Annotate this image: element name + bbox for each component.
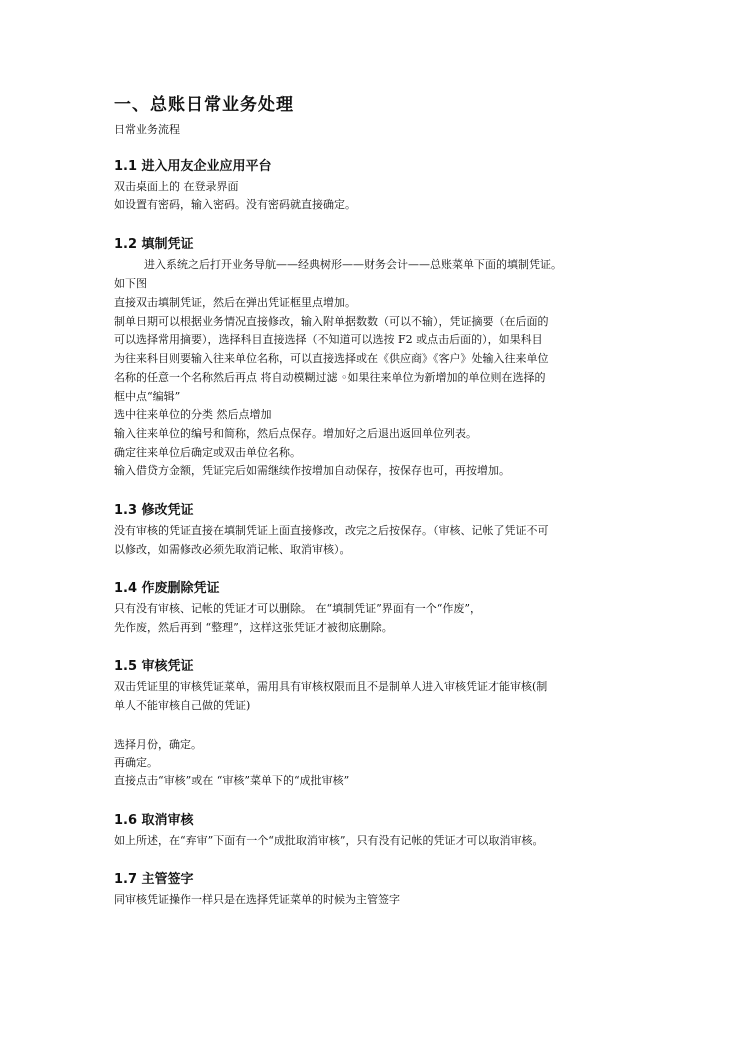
paragraph-line: 同审核凭证操作一样只是在选择凭证菜单的时候为主管签字 [114,893,400,906]
paragraph-line: 双击桌面上的 在登录界面 [114,180,239,193]
paragraph-line: 如上所述，在“弃审”下面有一个“成批取消审核”，只有没有记帐的凭证才可以取消审核。 [114,834,544,847]
paragraph-line: 进入系统之后打开业务导航——经典树形——财务会计——总账菜单下面的填制凭证。 [144,258,562,271]
paragraph-line: 为往来科目则要输入往来单位名称，可以直接选择或在《供应商》《客户》处输入往来单位 [114,352,549,365]
paragraph-line: 名称的任意一个名称然后再点 将自动模糊过滤 ◦如果往来单位为新增加的单位则在选择的 [114,371,546,384]
paragraph-line: 框中点“编辑” [114,390,181,403]
paragraph-line: 如设置有密码，输入密码。没有密码就直接确定。 [114,198,356,211]
paragraph-line: 输入借贷方金额，凭证完后如需继续作按增加自动保存，按保存也可，再按增加。 [114,464,510,477]
paragraph-line: 再确定。 [114,756,158,769]
section-heading-1-5: 1.5 审核凭证 [114,659,194,674]
section-heading-1-7: 1.7 主管签字 [114,872,194,887]
section-heading-1-6: 1.6 取消审核 [114,813,194,828]
paragraph-line: 只有没有审核、记帐的凭证才可以删除。 在“填制凭证”界面有一个“作废”， [114,602,481,615]
paragraph-line: 单人不能审核自己做的凭证) [114,699,251,712]
section-heading-1-2: 1.2 填制凭证 [114,237,194,252]
paragraph-line: 输入往来单位的编号和简称，然后点保存。增加好之后退出返回单位列表。 [114,427,477,440]
paragraph-line: 直接点击“审核”或在 “审核”菜单下的“成批审核” [114,774,350,787]
paragraph-line: 先作废，然后再到 “整理”，这样这张凭证才被彻底删除。 [114,621,393,634]
section-heading-1-3: 1.3 修改凭证 [114,503,194,518]
section-heading-1-4: 1.4 作废删除凭证 [114,581,220,596]
paragraph-line: 可以选择常用摘要），选择科目直接选择（不知道可以选按 F2 或点击后面的），如果科目 [114,333,543,346]
intro-text: 日常业务流程 [114,123,180,136]
paragraph-line: 以修改，如需修改必须先取消记帐、取消审核）。 [114,543,351,556]
paragraph-line: 制单日期可以根据业务情况直接修改，输入附单据数数（可以不输），凭证摘要（在后面的 [114,315,549,328]
paragraph-line: 直接双击填制凭证，然后在弹出凭证框里点增加。 [114,296,356,309]
paragraph-line: 确定往来单位后确定或双击单位名称。 [114,446,301,459]
page-title: 一、总账日常业务处理 [114,95,294,115]
paragraph-line: 双击凭证里的审核凭证菜单，需用具有审核权限而且不是制单人进入审核凭证才能审核(制 [114,680,548,693]
paragraph-line: 选中往来单位的分类 然后点增加 [114,408,272,421]
paragraph-line: 如下图 [114,277,147,290]
paragraph-line: 选择月份，确定。 [114,738,202,751]
section-heading-1-1: 1.1 进入用友企业应用平台 [114,159,272,174]
paragraph-line: 没有审核的凭证直接在填制凭证上面直接修改，改完之后按保存。（审核、记帐了凭证不可 [114,524,549,537]
